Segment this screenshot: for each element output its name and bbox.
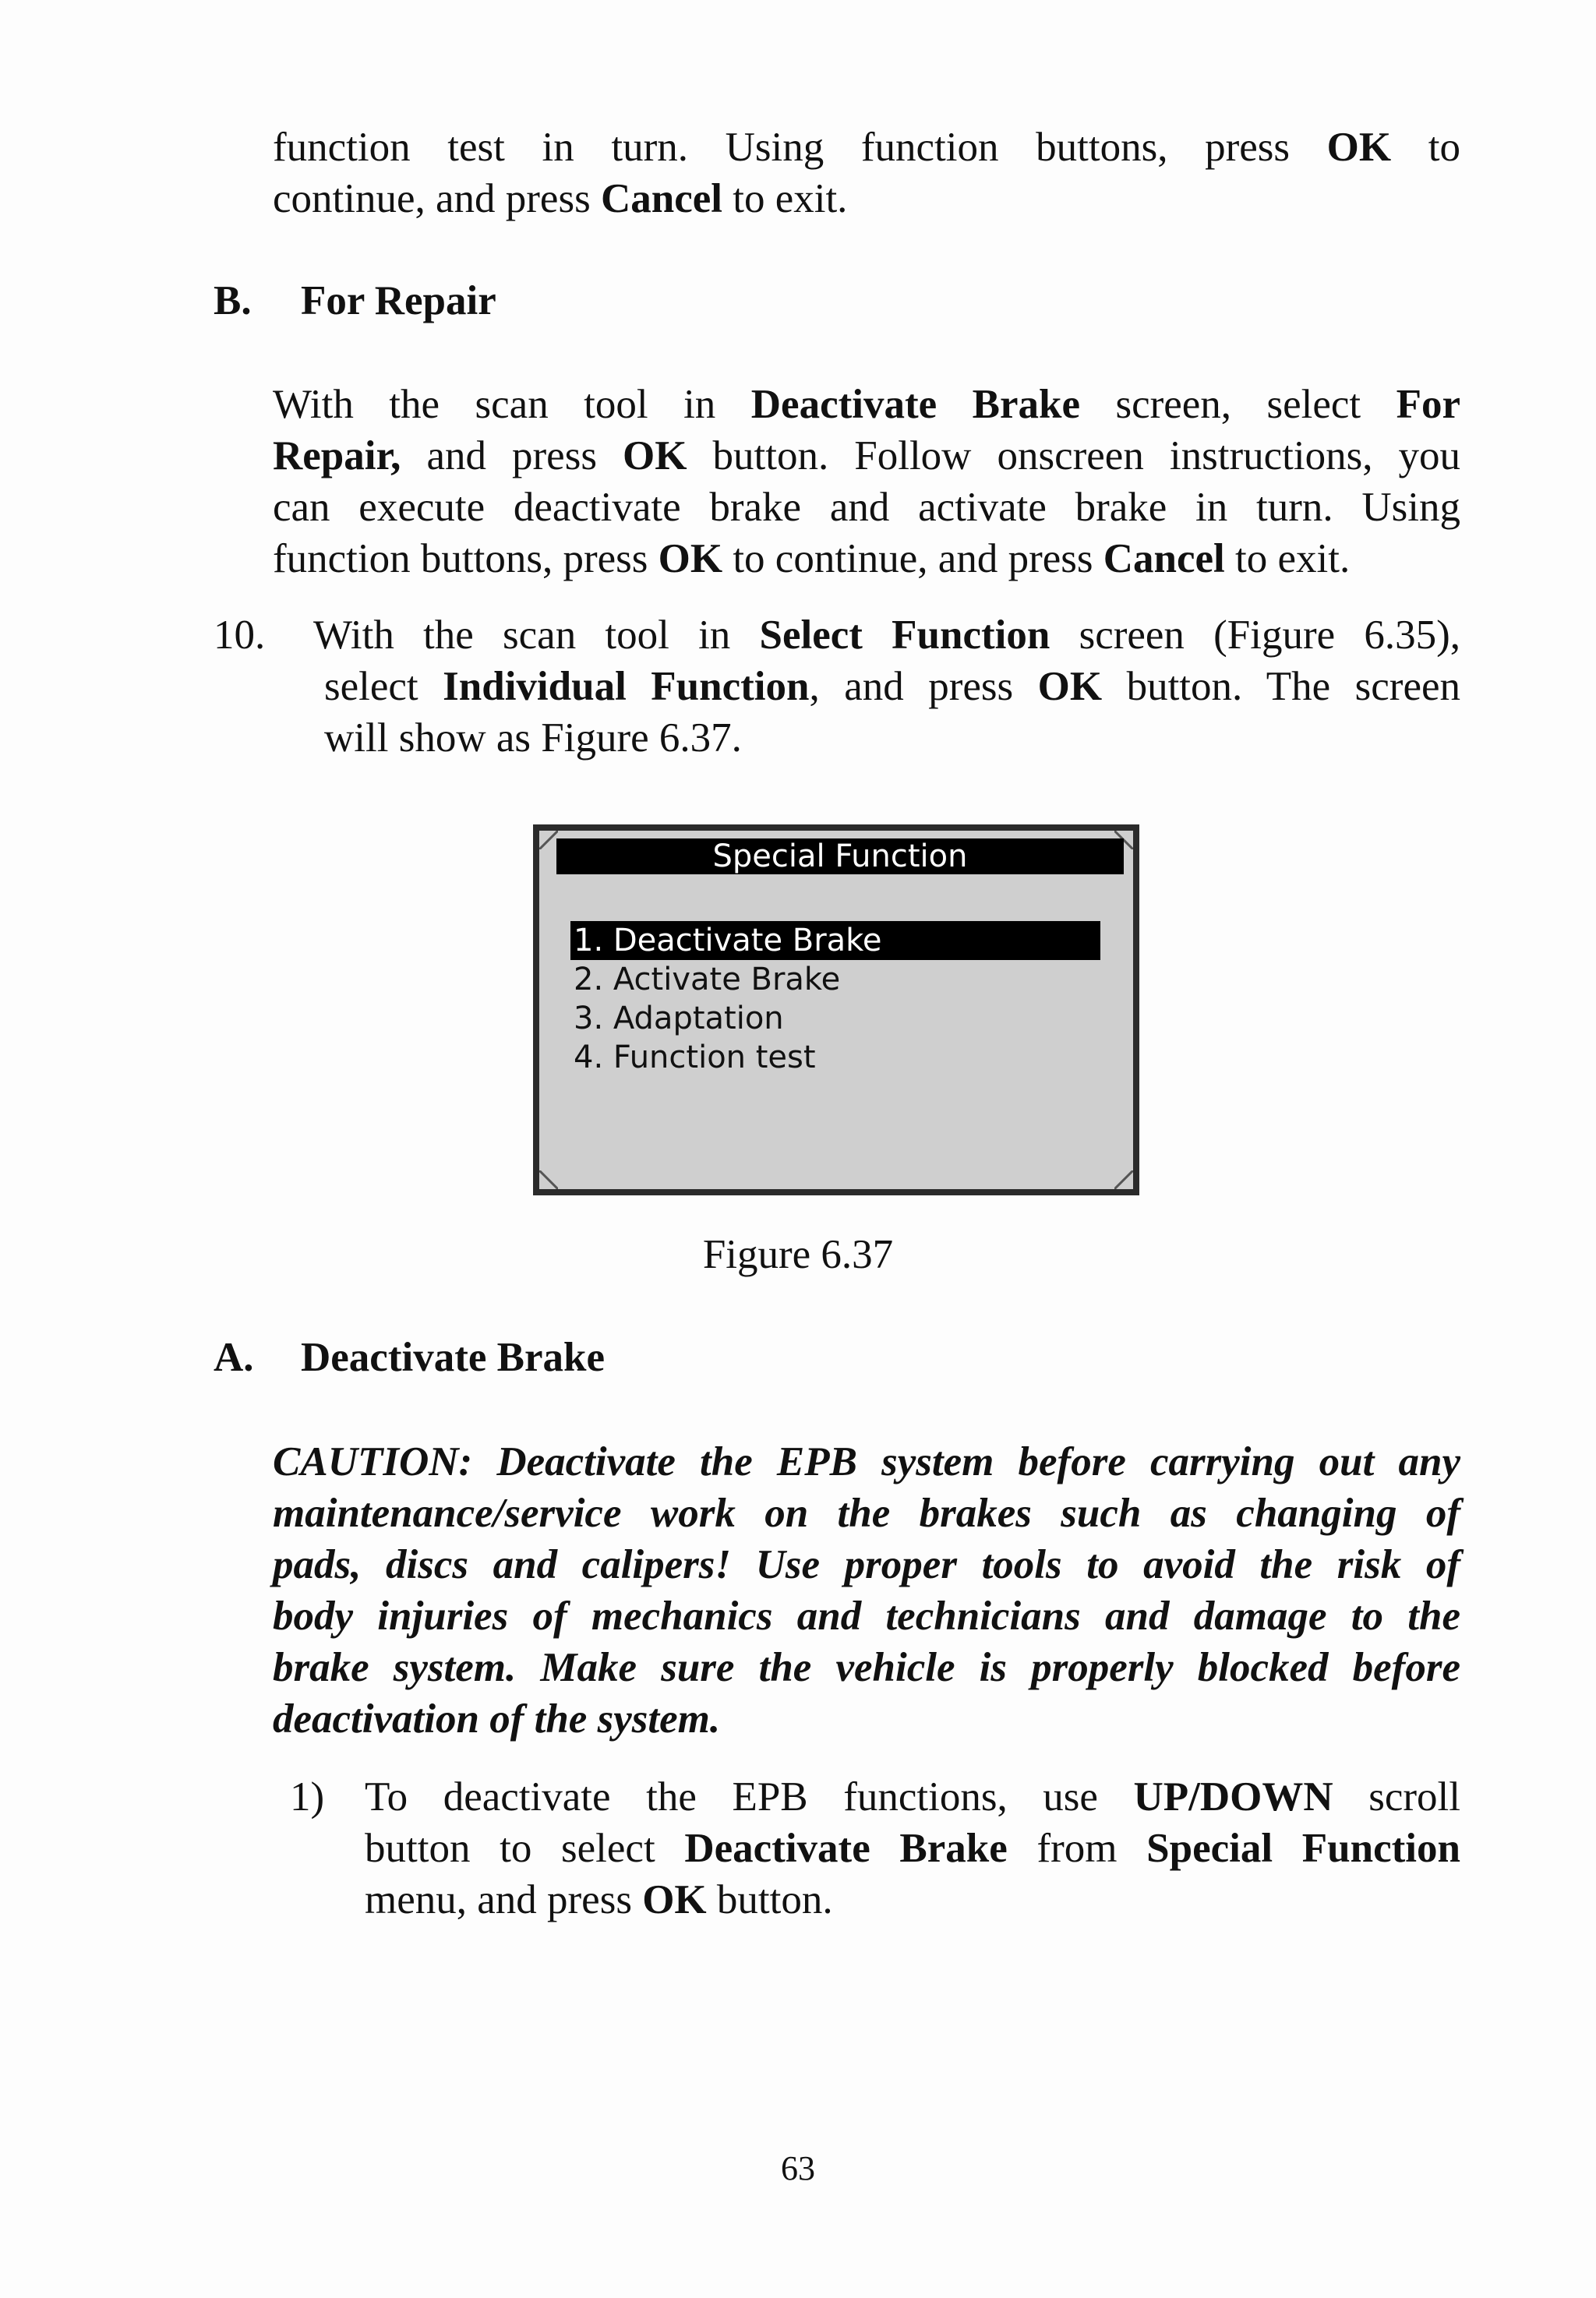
section-a-letter: A. (214, 1335, 254, 1380)
menu-item-activate-brake[interactable]: 2. Activate Brake (574, 962, 841, 997)
menu-item-function-test[interactable]: 4. Function test (574, 1040, 816, 1075)
figure-caption: Figure 6.37 (702, 1232, 894, 1277)
section-b-letter: B. (214, 278, 252, 323)
step-1-text: To deactivate the EPB functions, use UP/DOWN scroll button to select Deactivate Brake from Special Function menu, and press OK button. (365, 1774, 1460, 1922)
screen-display (539, 831, 1133, 1189)
step-10-number: 10. (214, 612, 266, 658)
section-a-title: Deactivate Brake (301, 1335, 605, 1380)
caution-paragraph: CAUTION: Deactivate the EPB system before carrying out any maintenance/service work on the brakes such as changing of pads, discs and calipers! Use proper tools to avoid the risk of body injuries of mechanics and technicians and damage to the brake system. Make sure the vehicle is properly blocked before deactivation of the system. (273, 1439, 1460, 1742)
menu-item-deactivate-brake[interactable]: 1. Deactivate Brake (570, 921, 1100, 960)
step-1-number: 1) (290, 1774, 325, 1820)
screen-title: Special Function (556, 838, 1124, 874)
menu-item-adaptation[interactable]: 3. Adaptation (574, 1001, 784, 1036)
step-10-text: select Individual Function, and press OK button. The screen will show as Figure 6.37. (324, 664, 1460, 761)
step-10-first-line: With the scan tool in Select Function screen (Figure 6.35), (313, 612, 1461, 658)
section-b-paragraph: With the scan tool in Deactivate Brake screen, select For Repair, and press OK button. Follow onscreen instructions, you can execute deactivate brake and activate brake in turn. Using function buttons, press OK to continue, and press Cancel to exit. (273, 382, 1461, 581)
corner-bevel-icon (539, 1170, 558, 1189)
page-number: 63 (781, 2149, 815, 2187)
section-a-heading (214, 1334, 605, 1381)
special-function-menu (570, 921, 1100, 1077)
scan-tool-screen (533, 824, 1139, 1195)
corner-bevel-icon (1114, 1170, 1133, 1189)
section-b-heading (214, 277, 496, 324)
corner-bevel-icon (539, 831, 558, 849)
top-paragraph: function test in turn. Using function buttons, press OK to continue, and press Cancel to exit. (273, 125, 1460, 221)
section-b-title: For Repair (301, 278, 496, 323)
